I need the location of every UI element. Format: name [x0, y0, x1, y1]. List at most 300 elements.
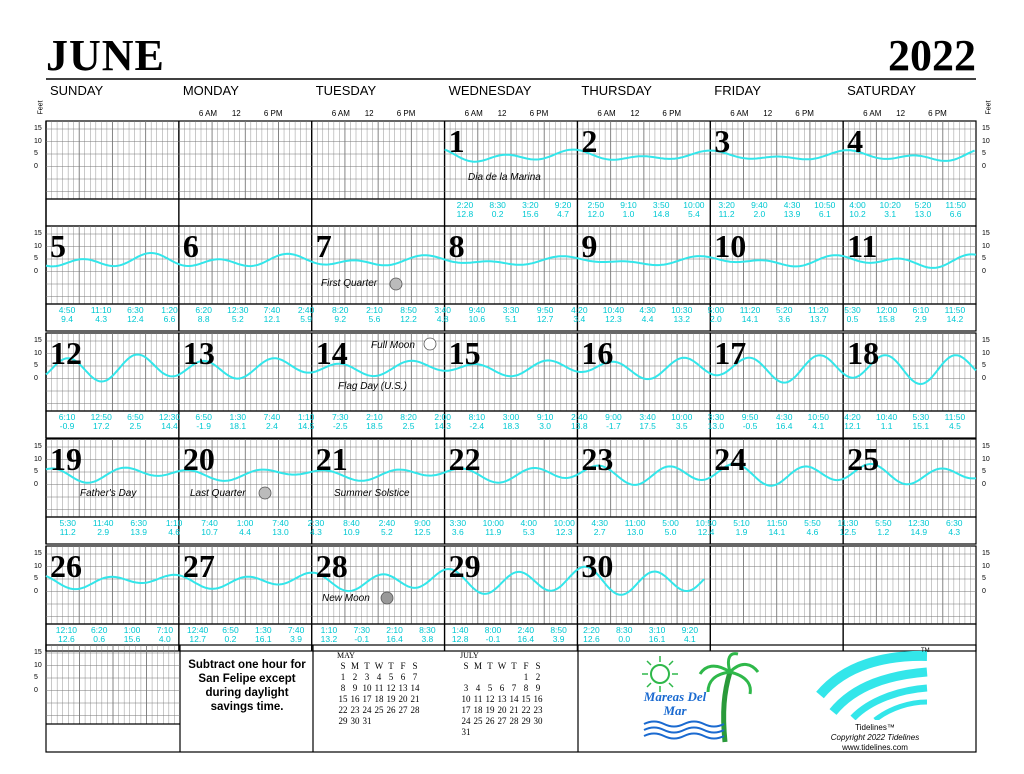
mini-date: 13 — [398, 682, 408, 693]
mini-date: 29 — [338, 715, 348, 726]
feet-scale-left: 15 — [34, 443, 42, 450]
feet-scale-left: 5 — [34, 575, 38, 582]
mini-may-title: MAY — [337, 651, 355, 660]
mini-date: 2 — [352, 671, 358, 682]
feet-scale-left: 0 — [34, 374, 38, 382]
tidelines-brand — [800, 723, 950, 753]
time-tick: 6 PM — [928, 109, 947, 118]
mini-date: 19 — [386, 693, 396, 704]
mini-date — [484, 726, 496, 737]
mini-date: 24 — [362, 704, 372, 715]
time-tick: 12 — [364, 109, 374, 118]
feet-label-right: Feet — [985, 100, 993, 115]
mini-date: 23 — [350, 704, 360, 715]
mini-date: 5 — [487, 682, 493, 693]
mini-date: 19 — [485, 704, 495, 715]
mini-date — [373, 715, 385, 726]
mini-date: 21 — [509, 704, 519, 715]
mini-date: 20 — [497, 704, 507, 715]
tide-entry: 1:20 6.6 — [161, 305, 178, 324]
tide-entry: 4:50 9.4 — [58, 305, 76, 324]
tide-entry: 2:20 12.8 — [456, 200, 474, 219]
tide-entry: 9:00 -1.7 — [605, 412, 622, 431]
feet-scale-left: 0 — [34, 480, 38, 488]
tide-entry: 10:00 3.5 — [671, 412, 693, 431]
day-number: 4 — [847, 123, 864, 159]
time-tick: 6 PM — [263, 109, 283, 118]
mini-weekday: S — [412, 660, 418, 671]
tide-entry: 12:30 14.9 — [908, 518, 930, 537]
feet-scale-right: 5 — [982, 255, 986, 262]
mini-date: 8 — [523, 682, 529, 693]
feet-label-left: Feet — [37, 100, 45, 115]
feet-scale-right: 10 — [982, 137, 990, 145]
tide-entry: 6:10 -0.9 — [58, 412, 76, 431]
tide-entry: 10:00 5.4 — [683, 200, 705, 219]
full-moon-icon — [424, 338, 436, 350]
tide-entry: 3:20 15.6 — [522, 200, 539, 219]
tide-entry: 1:10 14.5 — [297, 412, 315, 431]
day-number: 14 — [315, 335, 348, 371]
tide-entry: 1:10 4.6 — [165, 518, 183, 537]
tide-entry: 1:10 13.2 — [320, 625, 338, 644]
mini-july-table — [460, 660, 544, 737]
tide-entry: 5:30 11.2 — [59, 518, 76, 537]
feet-scale-right: 5 — [982, 150, 986, 157]
mini-date — [409, 715, 421, 726]
tide-entry: 9:20 4.1 — [681, 625, 699, 644]
mini-date: 6 — [400, 671, 406, 682]
feet-scale-left: 10 — [34, 137, 42, 145]
mini-date: 26 — [485, 715, 495, 726]
tide-entry: 11:00 13.0 — [624, 518, 646, 537]
tide-entry: 7:40 13.0 — [272, 518, 289, 537]
mini-date: 11 — [473, 693, 483, 704]
day-header: SATURDAY — [847, 83, 916, 98]
tide-entry: 6:30 12.4 — [127, 305, 144, 324]
tide-entry: 11:10 4.3 — [90, 305, 112, 324]
feet-scale-left: 15 — [34, 337, 42, 344]
tide-entry: 12:10 12.6 — [55, 625, 78, 644]
day-number: 30 — [581, 548, 614, 584]
feet-scale-right: 15 — [982, 443, 990, 450]
feet-scale-left: 0 — [34, 267, 38, 275]
tide-entry: 5:10 1.9 — [733, 518, 750, 537]
mini-date: 12 — [485, 693, 495, 704]
tide-entry: 5:50 4.6 — [804, 518, 821, 537]
feet-scale-right: 0 — [982, 162, 986, 170]
tide-entry: 4:20 3.4 — [571, 305, 588, 324]
day-number: 7 — [315, 228, 332, 264]
day-number: 1 — [448, 123, 465, 159]
first-quarter-moon-icon — [390, 278, 402, 290]
tide-entry: 8:30 3.8 — [419, 625, 436, 644]
tide-entry: 6:50 0.2 — [222, 625, 239, 644]
time-tick: 6 PM — [662, 109, 682, 118]
mini-date — [385, 715, 397, 726]
mini-weekday: M — [473, 660, 482, 671]
mini-date: 25 — [473, 715, 483, 726]
note-fathers_day: Father's Day — [80, 488, 137, 499]
mini-date: 7 — [412, 671, 418, 682]
day-number: 20 — [182, 441, 215, 477]
tide-entry: 7:40 10.7 — [201, 518, 218, 537]
mini-date: 5 — [388, 671, 394, 682]
mini-date: 27 — [497, 715, 507, 726]
tidelines-logo — [815, 650, 935, 720]
tide-entry: 11:50 14.2 — [944, 305, 966, 324]
feet-scale-right: 0 — [982, 587, 986, 595]
san-felipe-notice: Subtract one hour for San Felipe except during daylight savings time. — [188, 659, 306, 713]
feet-scale-left: 10 — [34, 242, 42, 250]
mini-date — [508, 726, 520, 737]
mini-date — [496, 726, 508, 737]
tide-entry: 3:50 14.8 — [652, 200, 670, 219]
mini-date: 16 — [350, 693, 360, 704]
mini-date: 18 — [473, 704, 483, 715]
day-number: 26 — [50, 548, 82, 584]
day-number: 27 — [182, 548, 215, 584]
feet-scale-legend: 5 — [34, 674, 38, 681]
feet-scale-right: 10 — [982, 242, 990, 250]
mini-date: 9 — [352, 682, 358, 693]
feet-scale-right: 5 — [982, 362, 986, 369]
tide-entry: 2:20 12.6 — [583, 625, 600, 644]
tide-entry: 6:50 2.5 — [127, 412, 144, 431]
tide-entry: 6:30 13.9 — [130, 518, 147, 537]
mini-date — [397, 715, 409, 726]
day-number: 12 — [50, 335, 82, 371]
tide-entry: 5:00 5.0 — [662, 518, 679, 537]
mini-weekday: F — [523, 660, 529, 671]
time-tick: 12 — [763, 109, 773, 118]
feet-scale-right: 10 — [982, 562, 990, 570]
tide-entry: 5:30 15.1 — [912, 412, 930, 431]
tide-entry: 2:40 16.4 — [517, 625, 535, 644]
feet-scale-left: 5 — [34, 468, 38, 475]
mini-date: 27 — [398, 704, 408, 715]
mini-weekday: S — [535, 660, 541, 671]
mini-weekday: T — [511, 660, 517, 671]
day-number: 13 — [182, 335, 215, 371]
mini-date: 14 — [509, 693, 519, 704]
mini-date: 4 — [376, 671, 382, 682]
day-number: 16 — [581, 335, 614, 371]
day-number: 5 — [50, 228, 66, 264]
mini-weekday: T — [388, 660, 394, 671]
tide-entry: 9:20 4.7 — [554, 200, 572, 219]
mini-weekday: F — [400, 660, 406, 671]
mini-date — [532, 726, 544, 737]
mini-date: 10 — [362, 682, 372, 693]
day-header: FRIDAY — [714, 83, 761, 98]
feet-scale-right: 0 — [982, 374, 986, 382]
tide-entry: 2:00 14.3 — [434, 412, 451, 431]
tide-entry: 11:50 6.6 — [945, 200, 966, 219]
mini-date: 24 — [461, 715, 471, 726]
time-tick: 6 PM — [795, 109, 814, 118]
tide-entry: 9:40 2.0 — [751, 200, 768, 219]
tide-entry: 8:40 10.9 — [343, 518, 360, 537]
tide-entry: 1:40 12.8 — [451, 625, 469, 644]
day-number: 29 — [448, 548, 481, 584]
tide-entry: 5:00 2.0 — [707, 305, 725, 324]
day-number: 24 — [714, 441, 747, 477]
tide-entry: 7:40 2.4 — [263, 412, 281, 431]
feet-scale-left: 5 — [34, 362, 38, 369]
tide-entry: 10:20 3.1 — [879, 200, 901, 219]
tide-entry: 1:00 4.4 — [236, 518, 254, 537]
feet-scale-left: 5 — [34, 150, 38, 157]
tidelines-wave-icon — [815, 650, 935, 720]
time-tick: 6 PM — [529, 109, 549, 118]
note-first_quarter: First Quarter — [321, 278, 378, 289]
mini-date: 17 — [461, 704, 471, 715]
tide-entry: 8:10 -2.4 — [468, 412, 486, 431]
tide-entry: 2:40 13.8 — [571, 412, 588, 431]
mini-date: 17 — [362, 693, 372, 704]
mini-date — [496, 671, 508, 682]
tide-entry: 3:40 17.5 — [639, 412, 656, 431]
tide-entry: 6:10 2.9 — [912, 305, 930, 324]
mini-date: 16 — [533, 693, 543, 704]
tide-entry: 10:00 11.9 — [482, 518, 504, 537]
tide-entry: 7:30 -0.1 — [353, 625, 370, 644]
mini-date: 2 — [535, 671, 541, 682]
tide-entry: 11:30 12.5 — [837, 518, 859, 537]
mini-date: 3 — [463, 682, 469, 693]
mini-date: 9 — [535, 682, 541, 693]
tide-entry: 9:00 12.5 — [414, 518, 431, 537]
tide-entry: 3:30 5.1 — [502, 305, 520, 324]
feet-scale-left: 10 — [34, 349, 42, 357]
tide-entry: 5:20 13.0 — [914, 200, 932, 219]
mini-date: 23 — [533, 704, 543, 715]
feet-scale-right: 5 — [982, 468, 986, 475]
feet-scale-right: 0 — [982, 480, 986, 488]
tide-entry: 10:30 13.2 — [671, 305, 693, 324]
note-summer_solstice: Summer Solstice — [334, 488, 410, 499]
mini-date: 20 — [398, 693, 408, 704]
feet-scale-legend: 10 — [34, 661, 42, 669]
feet-scale-left: 10 — [34, 562, 42, 570]
mini-date: 30 — [533, 715, 543, 726]
tide-entry: 10:50 6.1 — [814, 200, 836, 219]
day-number: 17 — [714, 335, 747, 371]
tidelines-name: Tidelines™ — [855, 723, 895, 732]
mini-date — [484, 671, 496, 682]
tide-entry: 4:30 13.9 — [783, 200, 801, 219]
time-tick: 12 — [231, 109, 241, 118]
tide-entry: 8:30 0.2 — [489, 200, 506, 219]
mini-calendar-july — [460, 651, 544, 737]
mini-weekday: M — [350, 660, 359, 671]
feet-scale-right: 15 — [982, 125, 990, 132]
mini-weekday: T — [364, 660, 370, 671]
tidelines-url[interactable]: www.tidelines.com — [842, 743, 908, 752]
feet-scale-left: 15 — [34, 125, 42, 132]
last-quarter-moon-icon — [259, 487, 271, 499]
mini-date: 29 — [521, 715, 531, 726]
feet-scale-right: 15 — [982, 550, 990, 557]
month-title: JUNE — [46, 31, 165, 80]
feet-scale-right: 15 — [982, 230, 990, 237]
time-tick: 12 — [497, 109, 507, 118]
tide-entry: 10:50 12.4 — [695, 518, 717, 537]
feet-scale-legend: 0 — [34, 686, 38, 694]
time-tick: 6 AM — [464, 109, 483, 118]
tide-entry: 5:50 1.2 — [875, 518, 892, 537]
mini-date: 7 — [511, 682, 517, 693]
time-tick: 6 AM — [597, 109, 616, 118]
tide-entry: 9:50 12.7 — [536, 305, 554, 324]
tide-entry: 7:10 4.0 — [156, 625, 174, 644]
tide-entry: 3:20 11.2 — [718, 200, 735, 219]
mini-date: 25 — [374, 704, 384, 715]
mini-date: 31 — [461, 726, 471, 737]
day-number: 18 — [847, 335, 880, 371]
day-number: 10 — [714, 228, 747, 264]
mini-date: 26 — [386, 704, 396, 715]
mareas-logo-text: Mareas Del Mar — [643, 689, 707, 718]
new-moon-icon — [381, 592, 393, 604]
tide-entry: 9:10 1.0 — [620, 200, 637, 219]
mini-date: 30 — [350, 715, 360, 726]
day-number: 21 — [315, 441, 348, 477]
tide-entry: 1:00 15.6 — [123, 625, 141, 644]
tide-entry: 11:20 14.1 — [739, 305, 761, 324]
mini-date — [472, 671, 484, 682]
mareas-del-mar-logo — [630, 652, 770, 744]
mini-may-table — [337, 660, 421, 726]
feet-scale-left: 15 — [34, 230, 42, 237]
tide-entry: 3:30 3.6 — [449, 518, 467, 537]
day-number: 19 — [50, 441, 82, 477]
tide-entry: 9:40 10.6 — [468, 305, 486, 324]
mini-date: 1 — [340, 671, 346, 682]
feet-scale-right: 10 — [982, 349, 990, 357]
feet-scale-left: 0 — [34, 587, 38, 595]
day-number: 23 — [581, 441, 614, 477]
mini-date: 21 — [410, 693, 420, 704]
note-full_moon: Full Moon — [371, 340, 415, 351]
tide-entry: 6:20 0.6 — [90, 625, 108, 644]
tide-entry: 4:00 10.2 — [849, 200, 866, 219]
day-number: 28 — [315, 548, 348, 584]
tidelines-tm: TM — [921, 648, 930, 654]
tide-entry: 4:30 4.4 — [639, 305, 656, 324]
mini-date: 6 — [499, 682, 505, 693]
day-number: 22 — [448, 441, 481, 477]
year-title: 2022 — [888, 31, 976, 80]
mini-date — [508, 671, 520, 682]
tide-entry: 3:30 13.0 — [707, 412, 725, 431]
day-number: 3 — [714, 123, 731, 159]
tide-entry: 1:30 16.1 — [255, 625, 272, 644]
mini-date: 12 — [386, 682, 396, 693]
mini-date: 18 — [374, 693, 384, 704]
mini-date: 28 — [509, 715, 519, 726]
feet-scale-left: 10 — [34, 455, 42, 463]
mini-date: 14 — [410, 682, 420, 693]
tide-entry: 12:30 14.4 — [158, 412, 181, 431]
feet-scale-left: 15 — [34, 550, 42, 557]
feet-scale-left: 5 — [34, 255, 38, 262]
mini-date: 22 — [521, 704, 531, 715]
mini-july-title: JULY — [460, 651, 479, 660]
mini-weekday: T — [487, 660, 493, 671]
tide-entry: 11:40 2.9 — [92, 518, 114, 537]
time-tick: 12 — [630, 109, 640, 118]
tide-entry: 6:30 4.3 — [945, 518, 963, 537]
tide-entry: 2:10 16.4 — [386, 625, 403, 644]
tide-entry: 8:30 0.0 — [615, 625, 633, 644]
tide-entry: 2:40 5.2 — [378, 518, 396, 537]
tide-entry: 3:40 4.8 — [434, 305, 451, 324]
tide-entry: 3:00 18.3 — [502, 412, 520, 431]
day-header: WEDNESDAY — [448, 83, 532, 98]
day-number: 9 — [581, 228, 598, 264]
mini-date: 8 — [340, 682, 346, 693]
day-header: MONDAY — [182, 83, 239, 98]
feet-scale-right: 15 — [982, 337, 990, 344]
tide-entry: 11:50 4.5 — [944, 412, 966, 431]
tide-entry: 11:20 13.7 — [808, 305, 829, 324]
mini-date: 3 — [364, 671, 370, 682]
tide-entry: 11:50 14.1 — [766, 518, 788, 537]
mini-weekday: W — [374, 660, 384, 671]
time-tick: 6 AM — [863, 109, 882, 118]
tide-entry: 12:30 5.2 — [227, 305, 249, 324]
feet-scale-right: 5 — [982, 575, 986, 582]
mini-date: 1 — [523, 671, 529, 682]
tidelines-copyright: Copyright 2022 Tidelines — [830, 733, 920, 742]
mini-date: 13 — [497, 693, 507, 704]
time-tick: 6 AM — [331, 109, 350, 118]
day-header: SUNDAY — [50, 83, 104, 98]
day-number: 8 — [448, 228, 465, 264]
mini-date: 15 — [521, 693, 531, 704]
feet-scale-right: 0 — [982, 267, 986, 275]
tide-entry: 6:50 -1.9 — [195, 412, 212, 431]
day-number: 2 — [581, 123, 598, 159]
tide-entry: 2:50 12.0 — [587, 200, 605, 219]
mini-date: 10 — [461, 693, 471, 704]
tide-entry: 2:10 18.5 — [366, 412, 383, 431]
mini-date — [520, 726, 532, 737]
tide-entry: 7:30 -2.5 — [331, 412, 349, 431]
tide-entry: 4:20 12.1 — [844, 412, 861, 431]
day-header: THURSDAY — [581, 83, 652, 98]
note-flag_day: Flag Day (U.S.) — [338, 381, 407, 392]
tide-entry: 4:30 16.4 — [775, 412, 793, 431]
day-number: 11 — [847, 228, 878, 264]
tide-entry: 7:40 12.1 — [263, 305, 281, 324]
tide-entry: 8:50 12.2 — [400, 305, 417, 324]
tide-entry: 1:30 18.1 — [229, 412, 247, 431]
mini-calendar-may — [337, 651, 421, 726]
tide-entry: 9:10 3.0 — [536, 412, 554, 431]
tide-entry: 10:40 12.3 — [602, 305, 625, 324]
feet-scale-left: 0 — [34, 162, 38, 170]
mini-date: 15 — [338, 693, 348, 704]
tide-entry: 8:20 2.5 — [400, 412, 417, 431]
tide-entry: 5:30 0.5 — [844, 305, 861, 324]
feet-scale-legend: 15 — [34, 649, 42, 656]
tide-entry: 12:00 15.8 — [875, 305, 898, 324]
tide-entry: 8:50 3.9 — [550, 625, 567, 644]
tide-entry: 8:20 9.2 — [331, 305, 349, 324]
